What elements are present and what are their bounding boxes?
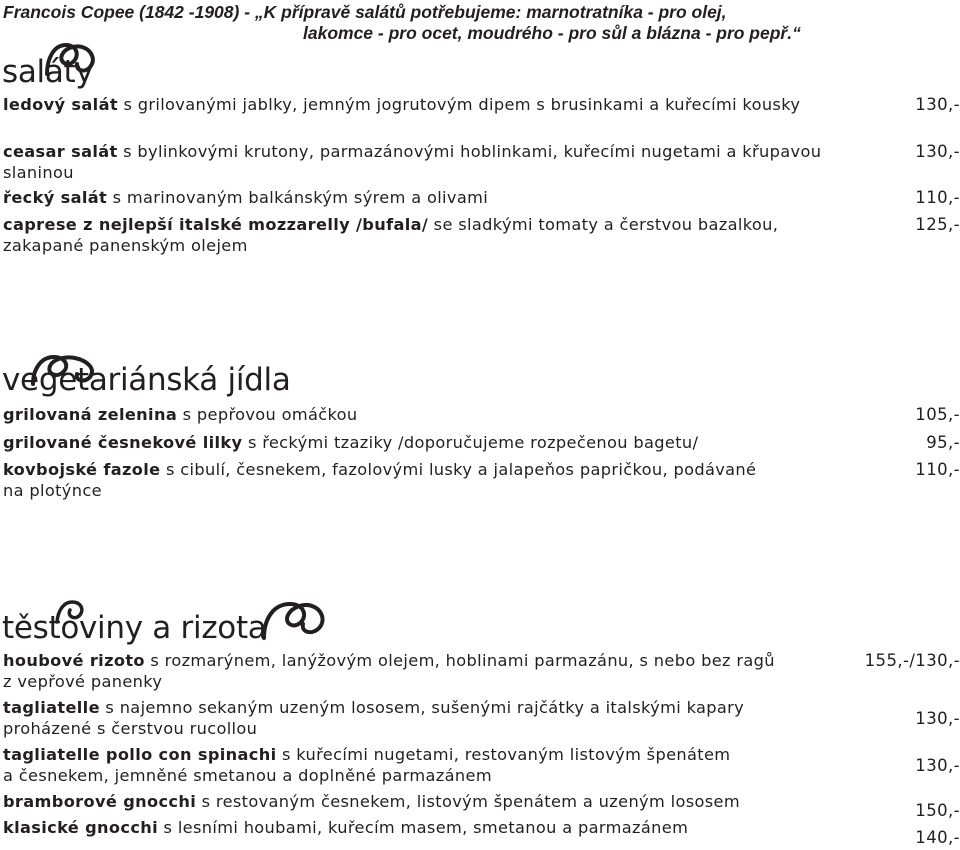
item-name: grilovaná zelenina [3,405,178,424]
item-price: 130,- [915,142,960,161]
item-price: 110,- [915,460,960,479]
item-description: se sladkými tomaty a čerstvou bazalkou, zakapané panenským olejem [3,215,779,255]
section-title-testoviny-a-rizota: těstoviny a rizota [2,610,267,646]
item-price: 130,- [915,756,960,775]
item-price: 155,-/130,- [864,651,960,670]
menu-item [3,141,853,183]
item-price: 140,- [915,828,960,847]
quote-line-1: Francois Copee (1842 -1908) - „K přípravě salátů potřebujeme: marnotratníka - pro olej, [3,2,727,22]
item-description: s pepřovou omáčkou [177,405,358,424]
item-description-line-2: proházené s čerstvou rucollou [3,719,258,738]
item-description: s najemno sekaným uzeným lososem, sušenými rajčátky a italskými kapary [99,698,745,717]
item-name: ledový salát [3,95,118,114]
item-name: houbové rizoto [3,651,145,670]
section-title-vegetarianska-jidla: vegetariánská jídla [2,362,291,398]
menu-item [3,817,853,838]
menu-item [3,650,853,692]
item-description: s restovaným česnekem, listovým špenátem a uzeným lososem [196,792,740,811]
quote [3,2,953,44]
item-name: tagliatelle [3,698,100,717]
menu-item [3,214,853,256]
item-price: 130,- [915,95,960,114]
item-price: 150,- [915,801,960,820]
item-name: tagliatelle pollo con spinachi [3,745,277,764]
menu-item [3,94,853,115]
item-description-line-2: a česnekem, jemněné smetanou a doplněné parmazánem [3,766,492,785]
menu-item [3,432,853,453]
item-name: grilované česnekové lilky [3,433,243,452]
item-name: caprese z nejlepší italské mozzarelly /bufala/ [3,215,429,234]
menu-item [3,187,853,208]
section-title-salaty: saláty [2,54,94,90]
item-price: 130,- [915,709,960,728]
item-price: 95,- [926,433,960,452]
item-name: řecký salát [3,188,108,207]
item-name: klasické gnocchi [3,818,159,837]
item-description: s rozmarýnem, lanýžovým olejem, hoblinami parmazánu, s nebo bez ragů [144,651,775,670]
item-description: s cibulí, česnekem, fazolovými lusky a jalapeňos papričkou, podávané na plotýnce [3,460,757,500]
menu-item [3,791,853,812]
item-price: 105,- [915,405,960,424]
item-description: s bylinkovými krutony, parmazánovými hoblinkami, kuřecími nugetami a křupavou slaninou [3,142,822,182]
menu-item [3,697,853,739]
item-description: s řeckými tzaziky /doporučujeme rozpečenou bagetu/ [242,433,699,452]
item-name: bramborové gnocchi [3,792,197,811]
item-price: 110,- [915,188,960,207]
item-description: s lesními houbami, kuřecím masem, smetanou a parmazánem [158,818,689,837]
item-price: 125,- [915,215,960,234]
item-description: s grilovanými jablky, jemným jogrutovým dipem s brusinkami a kuřecími kousky [117,95,801,114]
menu-item [3,404,853,425]
item-description: s marinovaným balkánským sýrem a olivami [107,188,489,207]
swirl-ornament-icon [260,598,328,640]
item-name: ceasar salát [3,142,118,161]
menu-item [3,744,853,786]
menu-item [3,459,763,501]
item-name: kovbojské fazole [3,460,161,479]
item-description-line-2: z vepřové panenky [3,672,163,691]
quote-line-2: lakomce - pro ocet, moudrého - pro sůl a blázna - pro pepř.“ [303,23,801,43]
item-description: s kuřecími nugetami, restovaným listovým špenátem [276,745,731,764]
